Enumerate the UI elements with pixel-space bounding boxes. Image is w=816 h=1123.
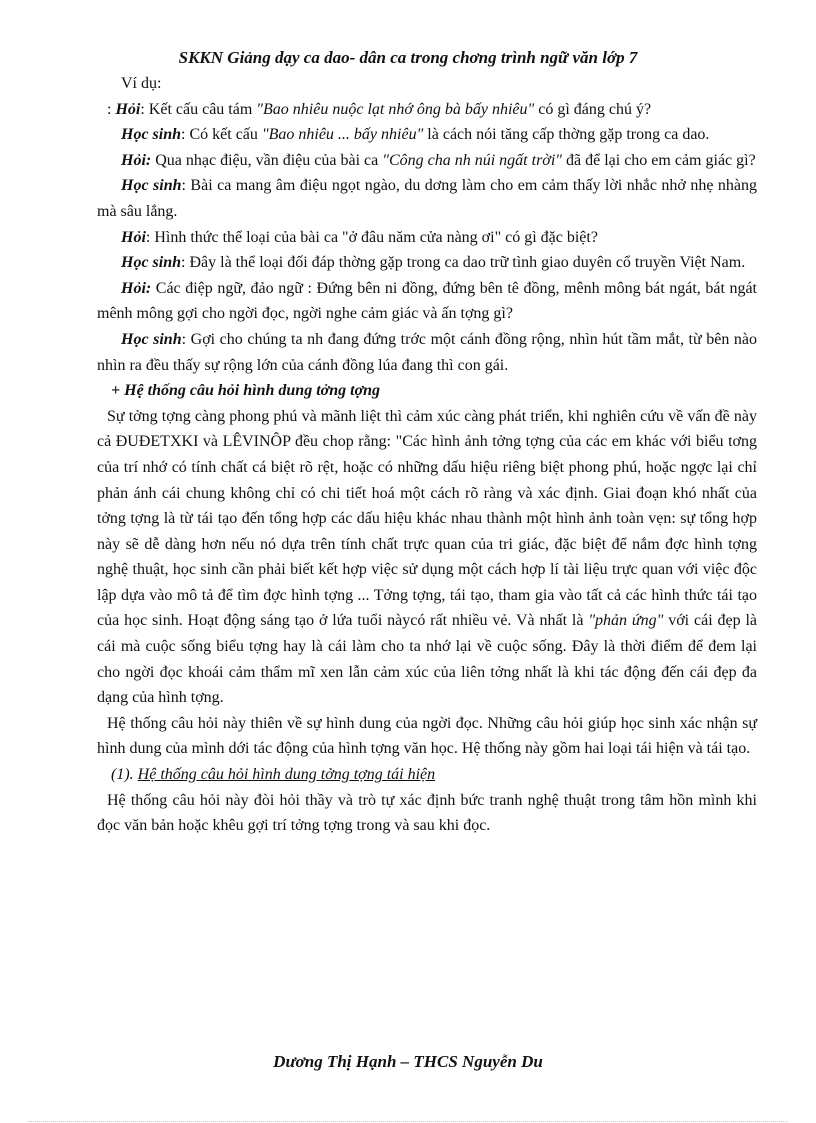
section-heading: + Hệ thống câu hỏi hình dung tởng tợng — [111, 382, 381, 400]
qa-label: Hỏi — [121, 228, 146, 246]
qa-line-5: Hỏi: Hình thức thể loại của bài ca "ở đâu năm cửa nàng ơi" có gì đặc biệt? — [121, 228, 598, 246]
qa-label: Hỏi: — [121, 279, 152, 297]
qa-label: Học sinh — [121, 330, 182, 348]
paragraph-system: Hệ thống câu hỏi này thiên về sự hình dung của ngời đọc. Những câu hỏi giúp học sinh xác nhận sự hình dung của mình dới tác động của hình tợng văn học. Hệ thống này gồm hai loại tái hiện và tái tạo. — [97, 714, 757, 758]
qa-line-4: Học sinh: Bài ca mang âm điệu ngọt ngào, du dơng làm cho em cảm thấy lời nhắc nhở nhẹ nhàng mà sâu lắng. — [97, 177, 758, 220]
document-body — [97, 71, 757, 839]
qa-line-3: Hỏi: Qua nhạc điệu, vần điệu của bài ca "Công cha nh núi ngất trời" đã để lại cho em cảm giác gì? — [121, 151, 756, 169]
qa-line-1: : Hỏi: Kết cấu câu tám "Bao nhiêu nuộc lạt nhớ ông bà bấy nhiêu" có gì đáng chú ý? — [107, 100, 652, 118]
qa-label: Hỏi — [115, 100, 141, 118]
qa-line-7: Hỏi: Các điệp ngữ, đảo ngữ : Đứng bên ni đồng, đứng bên tê đồng, mênh mông bát ngát, bát ngát mênh mông gợi cho ngời đọc, ngời nghe cảm giác và ấn tợng gì? — [97, 279, 757, 323]
page-footer: Dương Thị Hạnh – THCS Nguyễn Du — [273, 1052, 543, 1071]
qa-label: Học sinh — [121, 126, 182, 144]
paragraph-imagination: Sự tởng tợng càng phong phú và mãnh liệt thì cảm xúc càng phát triển, khi nghiên cứu về vấn đề này cả ĐUĐETXKI và LÊVINÔP đều chop rằng: "Các hình ảnh tởng tợng của các em khác với biểu tơng của trí nhớ có tính chất cá biệt rõ rệt, hoặc có những dấu hiệu riêng biệt phong phú, hoặc ngợc lại chỉ phản ánh cái chung không chỉ có chi tiết hoá một cách rõ ràng và xác định. Giai đoạn khó nhất của tởng tợng là từ tái tạo đến tổng hợp các dấu hiệu khác nhau thành một hình ảnh toàn vẹn: sự tổng hợp này sẽ dễ dàng hơn nếu nó dựa trên tính chất trực quan của tri giác, đặc biệt để nắm đợc hình tợng nghệ thuật, học sinh cần phải biết kết hợp việc sử dụng một cách hợp lí tài liệu trực quan với việc độc lập dựa vào mô tả để tìm đợc hình tợng ... Tởng tợng, tái tạo, tham gia vào tất cả các hình thức tái tạo của học sinh. Hoạt động sáng tạo ở lứa tuổi nàycó rất nhiều vẻ. Và nhất là "phản ứng" với cái đẹp là cái mà cuộc sống biểu tợng hay là cái làm cho ta nhớ lại về cuộc sống. Đây là thời điểm để đem lại cho ngời đọc khoái cảm thẩm mĩ xen lẫn cảm xúc của liên tởng nhất là khi tác động đến cái đẹp đa dạng của hình tợng. — [97, 407, 757, 707]
paragraph-reproduction: Hệ thống câu hỏi này đòi hỏi thầy và trò tự xác định bức tranh nghệ thuật trong tâm hồn mình khi đọc văn bản hoặc khêu gợi trí tởng tợng trong và sau khi đọc. — [97, 791, 757, 835]
qa-line-8: Học sinh: Gợi cho chúng ta nh đang đứng trớc một cánh đồng rộng, nhìn hút tầm mắt, từ bên nào nhìn ra đều thấy sự rộng lớn của cánh đồng lúa đang thì con gái. — [97, 330, 758, 374]
subheading-reproduction: (1). Hệ thống câu hỏi hình dung tởng tợng tái hiện — [111, 766, 436, 784]
qa-label: Hỏi: — [121, 151, 152, 169]
qa-line-2: Học sinh: Có kết cấu "Bao nhiêu ... bấy nhiêu" là cách nói tăng cấp thờng gặp trong ca dao. — [121, 126, 710, 144]
page-bottom-divider — [28, 1121, 788, 1122]
qa-line-6: Học sinh: Đây là thể loại đối đáp thờng gặp trong ca dao trữ tình giao duyên cổ truyền Việt Nam. — [121, 254, 746, 272]
qa-label: Học sinh — [121, 254, 182, 272]
page-header: SKKN Giảng dạy ca dao- dân ca trong chơng trình ngữ văn lớp 7 — [178, 48, 638, 67]
qa-label: Học sinh — [121, 177, 182, 195]
example-label: Ví dụ: — [121, 75, 162, 92]
